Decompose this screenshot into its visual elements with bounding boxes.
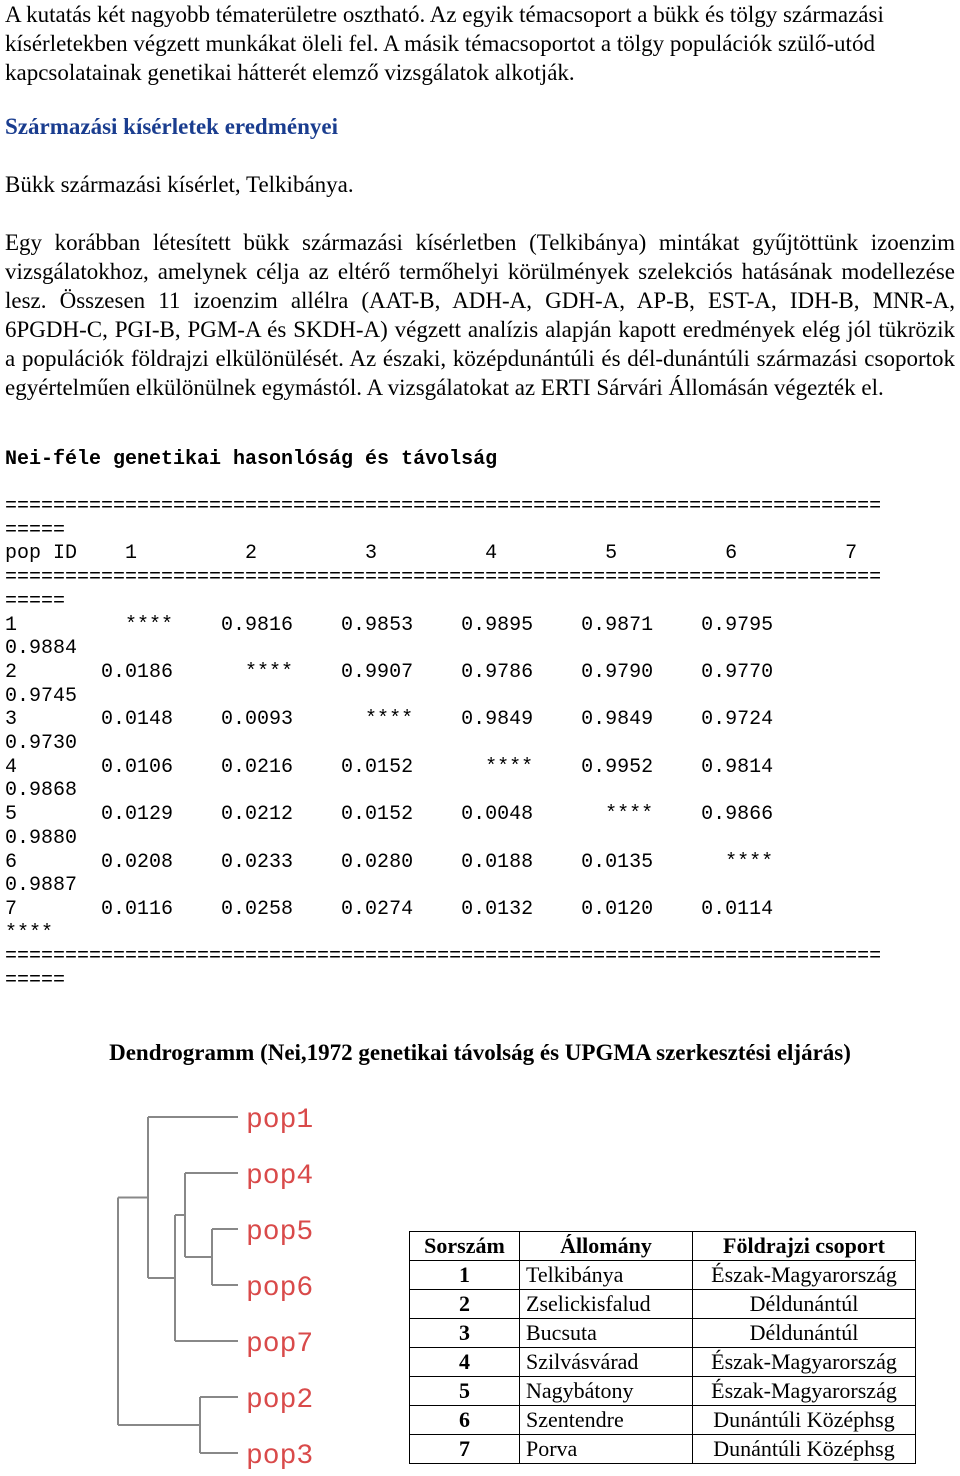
legend-number: 2	[410, 1290, 520, 1319]
dendrogram-leaf-label: pop6	[246, 1273, 314, 1304]
matrix-row-wrap: 0.9880	[5, 826, 78, 850]
experiment-subtitle: Bükk származási kísérlet, Telkibánya.	[5, 172, 354, 197]
legend-header-station: Állomány	[520, 1232, 693, 1261]
legend-station: Porva	[520, 1435, 693, 1464]
table-row	[410, 1261, 916, 1290]
matrix-row: 4 0.0106 0.0216 0.0152 **** 0.9952 0.9814	[5, 755, 774, 779]
table-row	[410, 1406, 916, 1435]
matrix-row: 7 0.0116 0.0258 0.0274 0.0132 0.0120 0.0114	[5, 897, 774, 921]
dendrogram-leaf-label: pop4	[246, 1161, 314, 1192]
population-legend-table	[409, 1231, 916, 1464]
dendrogram-leaf-label: pop5	[246, 1217, 314, 1248]
matrix-row-wrap: 0.9884	[5, 637, 78, 661]
matrix-row-wrap: ****	[5, 921, 54, 945]
matrix-separator: =========================================================================	[5, 566, 882, 590]
section-title: Származási kísérletek eredményei	[5, 114, 338, 139]
legend-station: Szentendre	[520, 1406, 693, 1435]
table-row	[410, 1435, 916, 1464]
nei-distance-matrix	[5, 495, 881, 993]
table-row	[410, 1290, 916, 1319]
dendrogram-leaf-label: pop3	[246, 1441, 314, 1472]
intro-paragraph: A kutatás két nagyobb tématerületre osztható. Az egyik témacsoport a bükk és tölgy származási kísérletekben végzett munkákat öleli fel. A másik témacsoportot a tölgy populációk szülő-utód kapcsolatainak genetikai hátterét elemző vizsgálatok alkotják.	[5, 2, 884, 85]
legend-group: Észak-Magyarország	[693, 1377, 916, 1406]
legend-group: Észak-Magyarország	[693, 1348, 916, 1377]
matrix-separator: =====	[5, 589, 66, 613]
matrix-row: 5 0.0129 0.0212 0.0152 0.0048 **** 0.9866	[5, 803, 774, 827]
legend-group: Dunántúli Középhsg	[693, 1435, 916, 1464]
legend-header-group: Földrajzi csoport	[693, 1232, 916, 1261]
legend-group: Dunántúli Középhsg	[693, 1406, 916, 1435]
legend-number: 7	[410, 1435, 520, 1464]
legend-station: Szilvásvárad	[520, 1348, 693, 1377]
matrix-separator: =========================================================================	[5, 495, 882, 518]
matrix-row: 1 **** 0.9816 0.9853 0.9895 0.9871 0.9795	[5, 613, 774, 637]
legend-station: Telkibánya	[520, 1261, 693, 1290]
legend-number: 6	[410, 1406, 520, 1435]
matrix-separator: =====	[5, 518, 66, 542]
matrix-row: 2 0.0186 **** 0.9907 0.9786 0.9790 0.9770	[5, 660, 774, 684]
matrix-row-wrap: 0.9730	[5, 732, 78, 756]
legend-group: Észak-Magyarország	[693, 1261, 916, 1290]
legend-number: 4	[410, 1348, 520, 1377]
legend-header-row	[410, 1232, 916, 1261]
matrix-header: pop ID 1 2 3 4 5 6 7	[5, 542, 858, 566]
matrix-row-wrap: 0.9745	[5, 684, 78, 708]
legend-group: Déldunántúl	[693, 1290, 916, 1319]
matrix-separator: =====	[5, 969, 66, 993]
matrix-row-wrap: 0.9887	[5, 874, 78, 898]
dendrogram	[100, 1095, 340, 1475]
table-row	[410, 1319, 916, 1348]
matrix-row: 3 0.0148 0.0093 **** 0.9849 0.9849 0.9724	[5, 708, 774, 732]
dendrogram-title: Dendrogramm (Nei,1972 genetikai távolság és UPGMA szerkesztési eljárás)	[109, 1040, 851, 1065]
nei-distance-title: Nei-féle genetikai hasonlóság és távolság	[5, 448, 498, 471]
dendrogram-leaf-label: pop2	[246, 1385, 314, 1416]
table-row	[410, 1348, 916, 1377]
legend-header-number: Sorszám	[410, 1232, 520, 1261]
legend-station: Nagybátony	[520, 1377, 693, 1406]
legend-number: 5	[410, 1377, 520, 1406]
dendrogram-leaf-label: pop7	[246, 1329, 314, 1360]
legend-number: 3	[410, 1319, 520, 1348]
legend-station: Zselickisfalud	[520, 1290, 693, 1319]
legend-number: 1	[410, 1261, 520, 1290]
body-paragraph: Egy korábban létesített bükk származási kísérletben (Telkibánya) mintákat gyűjtöttünk izoenzim vizsgálatokhoz, amelynek célja az eltérő termőhelyi körülmények szelekciós hatásának modellezése lesz. Összesen 11 izoenzim allélra (AAT-B, ADH-A, GDH-A, AP-B, EST-A, IDH-B, MNR-A, 6PGDH-C, PGI-B, PGM-A és SKDH-A) végzett analízis alapján kapott eredmények elég jól tükrözik a populációk földrajzi elkülönülését. Az északi, középdunántúli és dél-dunántúli származási csoportok egyértelműen elkülönülnek egymástól. A vizsgálatokat az ERTI Sárvári Állomásán végezték el.	[5, 230, 955, 400]
matrix-row-wrap: 0.9868	[5, 779, 78, 803]
legend-station: Bucsuta	[520, 1319, 693, 1348]
legend-group: Déldunántúl	[693, 1319, 916, 1348]
table-row	[410, 1377, 916, 1406]
matrix-separator: =========================================================================	[5, 945, 882, 969]
dendrogram-leaf-label: pop1	[246, 1105, 314, 1136]
matrix-row: 6 0.0208 0.0233 0.0280 0.0188 0.0135 ****	[5, 850, 774, 874]
